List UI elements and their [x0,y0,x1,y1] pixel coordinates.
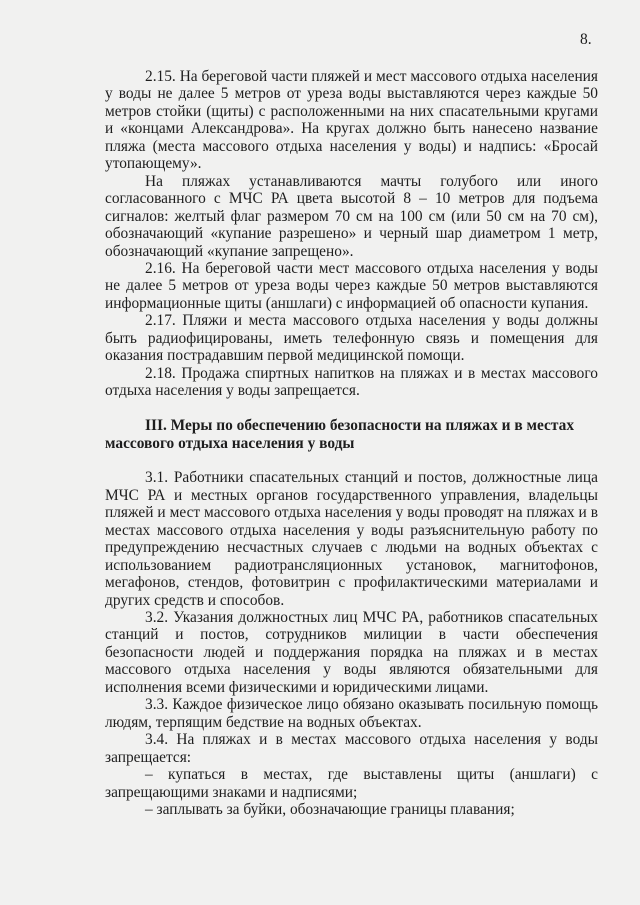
list-item: – купаться в местах, где выставлены щиты (аншлаги) с запрещающими знаками и надписями; [105,766,598,801]
paragraph-3-2: 3.2. Указания должностных лиц МЧС РА, работников спасательных станций и постов, сотрудников милиции в части обеспечения безопасности людей и поддержания порядка на пляжах и в местах массового отдыха населения у воды являются обязательными для исполнения всеми физическими и юридическими лицами. [105,609,598,696]
page-number: 8. [580,31,592,48]
paragraph-3-3: 3.3. Каждое физическое лицо обязано оказывать посильную помощь людям, терпящим бедствие на водных объектах. [105,696,598,731]
section-heading: III. Меры по обеспечению безопасности на пляжах и в местах массового отдыха населения у воды [105,417,575,452]
paragraph-2-15: 2.15. На береговой части пляжей и мест массового отдыха населения у воды не далее 5 метров от уреза воды выставляются через каждые 50 метров стойки (щиты) с расположенными на них спасательными кругами и «концами Александрова». На кругах должно быть нанесено название пляжа (места массового отдыха населения у воды) и надпись: «Бросай утопающему». [105,68,598,173]
paragraph-2-18: 2.18. Продажа спиртных напитков на пляжах и в местах массового отдыха населения у воды запрещается. [105,364,598,400]
paragraph-3-4: 3.4. На пляжах и в местах массового отдыха населения у воды запрещается: [105,731,598,766]
document-body [105,68,598,818]
paragraph-3-1: 3.1. Работники спасательных станций и постов, должностные лица МЧС РА и местных органов государственного управления, владельцы пляжей и мест массового отдыха населения у воды проводят на пляжах и в местах массового отдыха населения у воды разъяснительную работу по предупреждению несчастных случаев с людьми на водных объектах с использованием радиотрансляционных установок, магнитофонов, мегафонов, стендов, фотовитрин с профилактическими материалами и других средств и способов. [105,469,598,609]
list-item: – заплывать за буйки, обозначающие границы плавания; [145,801,515,818]
paragraph-2-16: 2.16. На береговой части мест массового отдыха населения у воды не далее 5 метров от уреза воды через каждые 50 метров выставляются информационные щиты (аншлаги) с информацией об опасности купания. [105,259,598,312]
paragraph-2-17: 2.17. Пляжи и места массового отдыха населения у воды должны быть радиофицированы, иметь телефонную связь и помещения для оказания пострадавшим первой медицинской помощи. [105,312,598,365]
paragraph-masts: На пляжах устанавливаются мачты голубого или иного согласованного с МЧС РА цвета высотой 8 – 10 метров для подъема сигналов: желтый флаг размером 70 см на 100 см (или 50 см на 70 см), обозначающий «купание разрешено» и черный шар диаметром 1 метр, обозначающий «купание запрещено». [105,172,598,260]
